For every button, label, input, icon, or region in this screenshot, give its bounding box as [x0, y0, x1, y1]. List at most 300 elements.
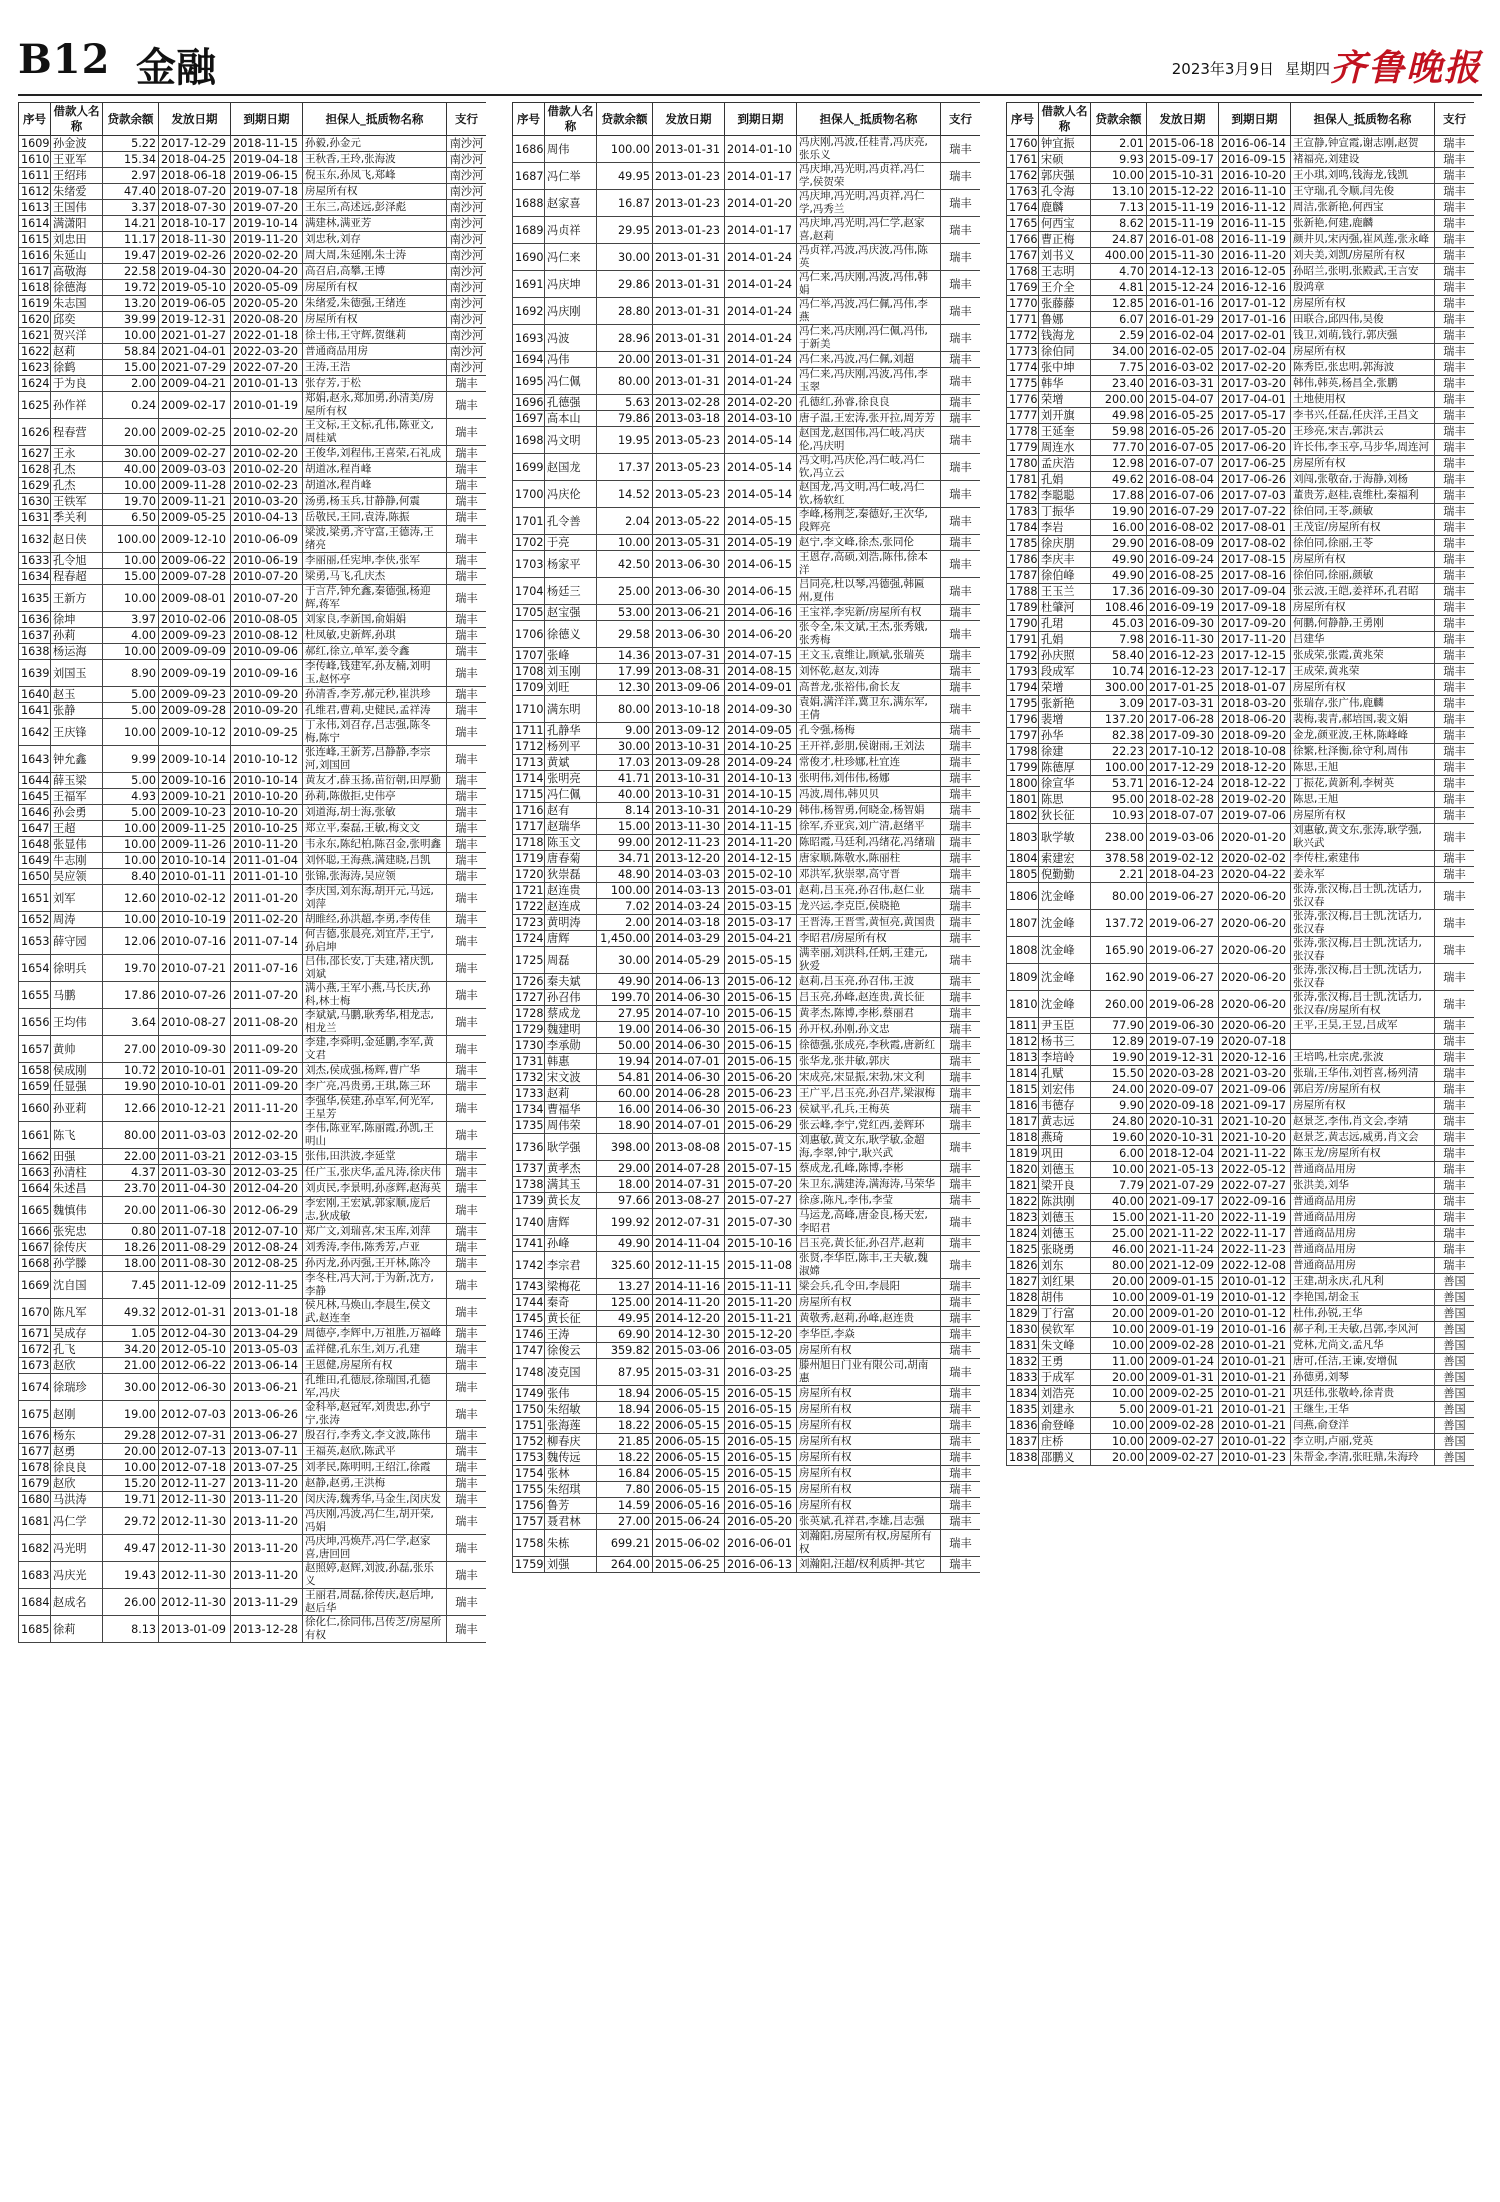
cell-guarantor: 胡道冰,程肖峰 — [303, 462, 447, 478]
cell-balance: 0.80 — [103, 1224, 159, 1240]
cell-borrower: 张峰 — [545, 648, 597, 664]
cell-balance: 10.00 — [1091, 1162, 1147, 1178]
cell-borrower: 王新方 — [51, 585, 103, 612]
cell-guarantor: 杜凤敏,史新辉,孙琪 — [303, 628, 447, 644]
cell-due-date: 2020-06-20 — [1219, 883, 1291, 910]
table-row — [1007, 883, 1475, 910]
cell-issue-date: 2015-06-25 — [653, 1557, 725, 1573]
table-row — [19, 1374, 487, 1401]
cell-guarantor: 刘家良,李新国,俞娟娟 — [303, 612, 447, 628]
cell-borrower: 冯贞祥 — [545, 217, 597, 244]
cell-due-date: 2010-04-13 — [231, 510, 303, 526]
cell-guarantor: 宋成亮,宋显振,宋勃,宋文利 — [797, 1070, 941, 1086]
cell-no: 1778 — [1007, 424, 1039, 440]
cell-balance: 17.03 — [597, 755, 653, 771]
table-row — [1007, 1034, 1475, 1050]
cell-branch: 瑞丰 — [447, 1036, 487, 1063]
cell-borrower: 刘德玉 — [1039, 1210, 1091, 1226]
cell-due-date: 2017-04-01 — [1219, 392, 1291, 408]
table-row — [19, 628, 487, 644]
cell-due-date: 2010-01-22 — [1219, 1434, 1291, 1450]
table-row — [19, 1272, 487, 1299]
cell-borrower: 宋硕 — [1039, 152, 1091, 168]
cell-borrower: 赵刚 — [51, 1401, 103, 1428]
cell-no: 1703 — [513, 551, 545, 578]
cell-balance: 19.43 — [103, 1562, 159, 1589]
cell-borrower: 薛玉梁 — [51, 773, 103, 789]
cell-due-date: 2010-10-25 — [231, 821, 303, 837]
cell-borrower: 秦奇 — [545, 1295, 597, 1311]
cell-issue-date: 2010-08-27 — [159, 1009, 231, 1036]
cell-borrower: 高敬海 — [51, 264, 103, 280]
cell-due-date: 2022-03-20 — [231, 344, 303, 360]
cell-guarantor: 李昭君/房屋所有权 — [797, 931, 941, 947]
cell-no: 1621 — [19, 328, 51, 344]
table-row — [1007, 440, 1475, 456]
table-row — [19, 1036, 487, 1063]
cell-borrower: 刘玉刚 — [545, 664, 597, 680]
table-row — [1007, 1418, 1475, 1434]
cell-no: 1832 — [1007, 1354, 1039, 1370]
cell-issue-date: 2009-11-25 — [159, 821, 231, 837]
cell-no: 1833 — [1007, 1370, 1039, 1386]
cell-branch: 瑞丰 — [447, 628, 487, 644]
cell-issue-date: 2017-06-28 — [1147, 712, 1219, 728]
newspaper-masthead: 齐鲁晚报 — [1329, 47, 1482, 89]
table-row — [1007, 1162, 1475, 1178]
cell-issue-date: 2015-06-18 — [1147, 136, 1219, 152]
cell-no: 1797 — [1007, 728, 1039, 744]
cell-no: 1678 — [19, 1460, 51, 1476]
cell-guarantor: 张涛,张汉梅,吕士凯,沈话力,张汉春/房屋所有权 — [1291, 991, 1435, 1018]
cell-balance: 15.34 — [103, 152, 159, 168]
cell-branch: 瑞丰 — [447, 805, 487, 821]
cell-guarantor: 裴梅,裴青,郝培国,裴文娟 — [1291, 712, 1435, 728]
cell-due-date: 2016-11-20 — [1219, 248, 1291, 264]
cell-no: 1750 — [513, 1402, 545, 1418]
cell-issue-date: 2010-10-01 — [159, 1079, 231, 1095]
cell-issue-date: 2012-06-22 — [159, 1358, 231, 1374]
cell-no: 1675 — [19, 1401, 51, 1428]
cell-issue-date: 2016-07-06 — [1147, 488, 1219, 504]
cell-issue-date: 2016-12-23 — [1147, 664, 1219, 680]
cell-branch: 瑞丰 — [447, 644, 487, 660]
cell-no: 1644 — [19, 773, 51, 789]
cell-no: 1689 — [513, 217, 545, 244]
cell-guarantor: 殷召行,李秀文,李文波,陈伟 — [303, 1428, 447, 1444]
cell-no: 1768 — [1007, 264, 1039, 280]
cell-branch: 瑞丰 — [941, 1295, 981, 1311]
cell-balance: 19.95 — [597, 427, 653, 454]
table-row — [1007, 824, 1475, 851]
cell-balance: 10.72 — [103, 1063, 159, 1079]
cell-branch: 瑞丰 — [941, 947, 981, 974]
table-row — [19, 1224, 487, 1240]
cell-borrower: 赵玉 — [51, 687, 103, 703]
cell-borrower: 朱绍琪 — [545, 1482, 597, 1498]
cell-no: 1633 — [19, 553, 51, 569]
cell-issue-date: 2017-12-29 — [1147, 760, 1219, 776]
cell-due-date: 2021-09-17 — [1219, 1098, 1291, 1114]
cell-guarantor: 孙丙龙,孙丙强,王开林,陈冷 — [303, 1256, 447, 1272]
cell-borrower: 张藤藤 — [1039, 296, 1091, 312]
cell-branch: 瑞丰 — [941, 1434, 981, 1450]
cell-balance: 29.90 — [1091, 536, 1147, 552]
table-row — [513, 1530, 981, 1557]
cell-borrower: 杨家平 — [545, 551, 597, 578]
table-row — [1007, 1178, 1475, 1194]
cell-borrower: 孙学滕 — [51, 1256, 103, 1272]
cell-balance: 10.00 — [103, 1460, 159, 1476]
cell-branch: 瑞丰 — [447, 569, 487, 585]
issue-weekday: 星期四 — [1284, 60, 1330, 78]
cell-due-date: 2014-12-15 — [725, 851, 797, 867]
cell-branch: 善国 — [1435, 1418, 1475, 1434]
cell-balance: 16.87 — [597, 190, 653, 217]
cell-guarantor: 张云波,王皑,姜祥环,孔君昭 — [1291, 584, 1435, 600]
cell-branch: 瑞丰 — [941, 1236, 981, 1252]
cell-issue-date: 2015-11-30 — [1147, 248, 1219, 264]
cell-balance: 45.03 — [1091, 616, 1147, 632]
cell-borrower: 刘东 — [1039, 1258, 1091, 1274]
cell-due-date: 2013-01-18 — [231, 1299, 303, 1326]
table-row — [1007, 504, 1475, 520]
cell-balance: 18.00 — [103, 1256, 159, 1272]
table-row — [513, 1054, 981, 1070]
cell-borrower: 梁开良 — [1039, 1178, 1091, 1194]
cell-due-date: 2017-09-20 — [1219, 616, 1291, 632]
table-row — [19, 1122, 487, 1149]
cell-no: 1719 — [513, 851, 545, 867]
cell-no: 1802 — [1007, 808, 1039, 824]
cell-issue-date: 2009-10-16 — [159, 773, 231, 789]
cell-no: 1835 — [1007, 1402, 1039, 1418]
cell-due-date: 2014-10-29 — [725, 803, 797, 819]
cell-balance: 2.97 — [103, 168, 159, 184]
cell-due-date: 2014-05-14 — [725, 481, 797, 508]
cell-guarantor: 唐可,任洁,王谏,安增侃 — [1291, 1354, 1435, 1370]
cell-borrower: 朱延山 — [51, 248, 103, 264]
cell-borrower: 徐建 — [1039, 744, 1091, 760]
cell-no: 1684 — [19, 1589, 51, 1616]
cell-no: 1749 — [513, 1386, 545, 1402]
cell-issue-date: 2012-07-03 — [159, 1401, 231, 1428]
cell-borrower: 段成军 — [1039, 664, 1091, 680]
cell-guarantor: 房屋所有权 — [303, 312, 447, 328]
cell-due-date: 2019-11-20 — [231, 232, 303, 248]
cell-issue-date: 2009-01-19 — [1147, 1322, 1219, 1338]
cell-issue-date: 2018-06-18 — [159, 168, 231, 184]
cell-borrower: 赵欣 — [51, 1476, 103, 1492]
cell-guarantor: 普通商品用房 — [1291, 1242, 1435, 1258]
cell-balance: 200.00 — [1091, 392, 1147, 408]
table-row — [1007, 680, 1475, 696]
cell-no: 1799 — [1007, 760, 1039, 776]
cell-borrower: 于为良 — [51, 376, 103, 392]
cell-issue-date: 2010-07-16 — [159, 928, 231, 955]
cell-balance: 12.85 — [1091, 296, 1147, 312]
table-row — [513, 1359, 981, 1386]
cell-no: 1639 — [19, 660, 51, 687]
cell-balance: 49.62 — [1091, 472, 1147, 488]
cell-borrower: 刘建永 — [1039, 1402, 1091, 1418]
cell-issue-date: 2009-08-01 — [159, 585, 231, 612]
cell-issue-date: 2020-09-07 — [1147, 1082, 1219, 1098]
cell-issue-date: 2018-04-23 — [1147, 867, 1219, 883]
table-row — [513, 395, 981, 411]
cell-due-date: 2017-09-18 — [1219, 600, 1291, 616]
cell-issue-date: 2019-04-30 — [159, 264, 231, 280]
table-row — [1007, 1098, 1475, 1114]
cell-issue-date: 2016-01-16 — [1147, 296, 1219, 312]
cell-guarantor: 王恩存,高硕,刘浩,陈伟,徐本洋 — [797, 551, 941, 578]
cell-no: 1721 — [513, 883, 545, 899]
cell-borrower: 陈德厚 — [1039, 760, 1091, 776]
cell-issue-date: 2013-01-31 — [653, 271, 725, 298]
cell-due-date: 2010-10-12 — [231, 746, 303, 773]
cell-guarantor: 袁娟,满洋洋,冀卫东,满东军,王倩 — [797, 696, 941, 723]
cell-balance: 0.24 — [103, 392, 159, 419]
cell-guarantor: 满建林,满亚芳 — [303, 216, 447, 232]
cell-branch: 瑞丰 — [447, 585, 487, 612]
cell-no: 1809 — [1007, 964, 1039, 991]
cell-issue-date: 2019-06-30 — [1147, 1018, 1219, 1034]
cell-guarantor: 普通商品用房 — [303, 344, 447, 360]
cell-guarantor: 刘孝民,陈明明,王绍江,徐霞 — [303, 1460, 447, 1476]
table-row — [513, 723, 981, 739]
cell-borrower: 赵瑞华 — [545, 819, 597, 835]
cell-borrower: 孙会勇 — [51, 805, 103, 821]
cell-balance: 20.00 — [1091, 1306, 1147, 1322]
table-row — [19, 644, 487, 660]
cell-balance: 11.00 — [1091, 1354, 1147, 1370]
cell-due-date: 2017-12-17 — [1219, 664, 1291, 680]
cell-no: 1729 — [513, 1022, 545, 1038]
table-row — [513, 819, 981, 835]
cell-issue-date: 2019-06-05 — [159, 296, 231, 312]
table-row — [19, 344, 487, 360]
table-row — [1007, 584, 1475, 600]
cell-branch: 善国 — [1435, 1434, 1475, 1450]
table-row — [1007, 296, 1475, 312]
cell-guarantor: 房屋所有权 — [1291, 456, 1435, 472]
table-row — [513, 1434, 981, 1450]
cell-guarantor: 韩伟,韩英,杨昌全,张鹏 — [1291, 376, 1435, 392]
table-row — [19, 168, 487, 184]
cell-issue-date: 2009-02-17 — [159, 392, 231, 419]
cell-branch: 瑞丰 — [941, 244, 981, 271]
cell-balance: 15.20 — [103, 1476, 159, 1492]
table-row — [19, 746, 487, 773]
cell-no: 1669 — [19, 1272, 51, 1299]
cell-balance: 29.58 — [597, 621, 653, 648]
table-row — [19, 248, 487, 264]
cell-branch: 瑞丰 — [447, 510, 487, 526]
cell-branch: 瑞丰 — [447, 462, 487, 478]
cell-guarantor: 徐伯同,徐丽,王苓 — [1291, 536, 1435, 552]
cell-issue-date: 2012-07-18 — [159, 1460, 231, 1476]
cell-due-date: 2010-08-05 — [231, 612, 303, 628]
table-row — [19, 1326, 487, 1342]
table-row — [19, 1299, 487, 1326]
cell-branch: 瑞丰 — [941, 163, 981, 190]
cell-issue-date: 2009-02-27 — [1147, 1450, 1219, 1466]
cell-issue-date: 2014-11-20 — [653, 1295, 725, 1311]
table-row — [1007, 1434, 1475, 1450]
cell-borrower: 狄崇磊 — [545, 867, 597, 883]
cell-due-date: 2017-02-20 — [1219, 360, 1291, 376]
table-row — [1007, 1386, 1475, 1402]
cell-due-date: 2010-09-06 — [231, 644, 303, 660]
cell-no: 1696 — [513, 395, 545, 411]
table-row — [513, 696, 981, 723]
cell-no: 1791 — [1007, 632, 1039, 648]
cell-no: 1634 — [19, 569, 51, 585]
cell-no: 1814 — [1007, 1066, 1039, 1082]
cell-guarantor: 邓洪军,狄崇翠,高守晋 — [797, 867, 941, 883]
cell-no: 1632 — [19, 526, 51, 553]
cell-no: 1794 — [1007, 680, 1039, 696]
table-row — [19, 392, 487, 419]
cell-issue-date: 2015-09-17 — [1147, 152, 1219, 168]
cell-issue-date: 2014-07-31 — [653, 1177, 725, 1193]
cell-balance: 4.37 — [103, 1165, 159, 1181]
cell-guarantor: 郑立平,秦磊,王敏,梅文文 — [303, 821, 447, 837]
cell-guarantor: 周洁,张新艳,何西宝 — [1291, 200, 1435, 216]
cell-guarantor: 孔维田,孔德辰,徐瑞国,孔德军,冯庆 — [303, 1374, 447, 1401]
cell-no: 1728 — [513, 1006, 545, 1022]
cell-issue-date: 2014-03-18 — [653, 915, 725, 931]
cell-guarantor: 刘闯,张敬奋,于海静,刘杨 — [1291, 472, 1435, 488]
cell-due-date: 2010-01-21 — [1219, 1354, 1291, 1370]
cell-branch: 瑞丰 — [1435, 376, 1475, 392]
cell-borrower: 张明亮 — [545, 771, 597, 787]
cell-balance: 19.60 — [1091, 1130, 1147, 1146]
cell-due-date: 2016-12-05 — [1219, 264, 1291, 280]
cell-guarantor: 张洪美,刘华 — [1291, 1178, 1435, 1194]
cell-guarantor: 王广平,吕玉亮,孙召芹,梁淑梅 — [797, 1086, 941, 1102]
cell-guarantor: 赵静,赵勇,王洪梅 — [303, 1476, 447, 1492]
cell-issue-date: 2017-01-25 — [1147, 680, 1219, 696]
cell-guarantor: 房屋所有权 — [1291, 600, 1435, 616]
cell-branch: 瑞丰 — [447, 837, 487, 853]
cell-issue-date: 2009-09-28 — [159, 703, 231, 719]
cell-borrower: 冯仁佩 — [545, 368, 597, 395]
cell-borrower: 孔杰 — [51, 462, 103, 478]
cell-no: 1630 — [19, 494, 51, 510]
cell-due-date: 2014-01-17 — [725, 163, 797, 190]
cell-branch: 瑞丰 — [941, 883, 981, 899]
cell-due-date: 2017-08-15 — [1219, 552, 1291, 568]
cell-guarantor: 赵景芝,李伟,肖文会,李靖 — [1291, 1114, 1435, 1130]
cell-balance: 19.00 — [103, 1401, 159, 1428]
cell-guarantor: 房屋所有权 — [1291, 296, 1435, 312]
cell-balance: 20.00 — [597, 352, 653, 368]
cell-issue-date: 2019-06-28 — [1147, 991, 1219, 1018]
cell-no: 1700 — [513, 481, 545, 508]
cell-branch: 瑞丰 — [1435, 1226, 1475, 1242]
cell-branch: 瑞丰 — [1435, 1242, 1475, 1258]
cell-no: 1708 — [513, 664, 545, 680]
cell-due-date: 2015-07-15 — [725, 1161, 797, 1177]
cell-branch: 善国 — [1435, 1290, 1475, 1306]
table-row — [1007, 184, 1475, 200]
table-row — [19, 1063, 487, 1079]
cell-guarantor: 王守瑞,孔令顺,闫先俊 — [1291, 184, 1435, 200]
cell-branch: 善国 — [1435, 1370, 1475, 1386]
cell-issue-date: 2009-12-10 — [159, 526, 231, 553]
cell-balance: 34.71 — [597, 851, 653, 867]
cell-branch: 瑞丰 — [1435, 440, 1475, 456]
cell-guarantor: 黄孝杰,陈博,李彬,蔡丽君 — [797, 1006, 941, 1022]
table-row — [1007, 851, 1475, 867]
loan-table — [1006, 102, 1474, 1466]
cell-branch: 瑞丰 — [447, 1535, 487, 1562]
cell-due-date: 2014-10-25 — [725, 739, 797, 755]
cell-borrower: 刘国玉 — [51, 660, 103, 687]
cell-no: 1705 — [513, 605, 545, 621]
cell-branch: 瑞丰 — [941, 739, 981, 755]
cell-due-date: 2017-05-20 — [1219, 424, 1291, 440]
cell-balance: 79.86 — [597, 411, 653, 427]
cell-no: 1699 — [513, 454, 545, 481]
cell-branch: 瑞丰 — [447, 1589, 487, 1616]
cell-due-date: 2020-04-22 — [1219, 867, 1291, 883]
cell-guarantor: 冯仁来,冯庆刚,冯波,冯伟,韩娟 — [797, 271, 941, 298]
table-row — [19, 1562, 487, 1589]
table-row — [1007, 648, 1475, 664]
cell-branch: 瑞丰 — [941, 190, 981, 217]
cell-branch: 瑞丰 — [1435, 910, 1475, 937]
table-row — [19, 837, 487, 853]
table-row — [1007, 488, 1475, 504]
cell-branch: 瑞丰 — [447, 746, 487, 773]
cell-due-date: 2020-12-16 — [1219, 1050, 1291, 1066]
cell-branch: 瑞丰 — [941, 787, 981, 803]
cell-issue-date: 2012-11-27 — [159, 1476, 231, 1492]
cell-due-date: 2015-12-20 — [725, 1327, 797, 1343]
table-row — [1007, 344, 1475, 360]
table-row — [513, 271, 981, 298]
cell-due-date: 2010-01-13 — [231, 376, 303, 392]
cell-issue-date: 2019-12-31 — [159, 312, 231, 328]
cell-borrower: 魏建明 — [545, 1022, 597, 1038]
cell-issue-date: 2010-10-01 — [159, 1063, 231, 1079]
cell-guarantor: 王成荣,黄兆荣 — [1291, 664, 1435, 680]
cell-guarantor: 侯斌平,孔兵,王梅英 — [797, 1102, 941, 1118]
cell-guarantor: 董贵芳,赵桂,袁维杜,秦福利 — [1291, 488, 1435, 504]
cell-issue-date: 2011-03-30 — [159, 1165, 231, 1181]
cell-guarantor: 王宣静,钟宣霞,谢志刚,赵贺 — [1291, 136, 1435, 152]
cell-branch: 瑞丰 — [941, 1418, 981, 1434]
table-row — [19, 1149, 487, 1165]
table-row — [1007, 1050, 1475, 1066]
cell-no: 1782 — [1007, 488, 1039, 504]
cell-issue-date: 2012-11-30 — [159, 1508, 231, 1535]
cell-balance: 77.70 — [1091, 440, 1147, 456]
cell-balance: 20.00 — [1091, 1274, 1147, 1290]
cell-due-date: 2011-01-04 — [231, 853, 303, 869]
table-row — [513, 1295, 981, 1311]
cell-due-date: 2012-11-25 — [231, 1272, 303, 1299]
cell-issue-date: 2013-01-31 — [653, 136, 725, 163]
cell-borrower: 巩田 — [1039, 1146, 1091, 1162]
cell-no: 1709 — [513, 680, 545, 696]
cell-due-date: 2013-06-14 — [231, 1358, 303, 1374]
cell-borrower: 刘红果 — [1039, 1274, 1091, 1290]
cell-due-date: 2017-07-03 — [1219, 488, 1291, 504]
cell-guarantor: 李传柱,索建伟 — [1291, 851, 1435, 867]
